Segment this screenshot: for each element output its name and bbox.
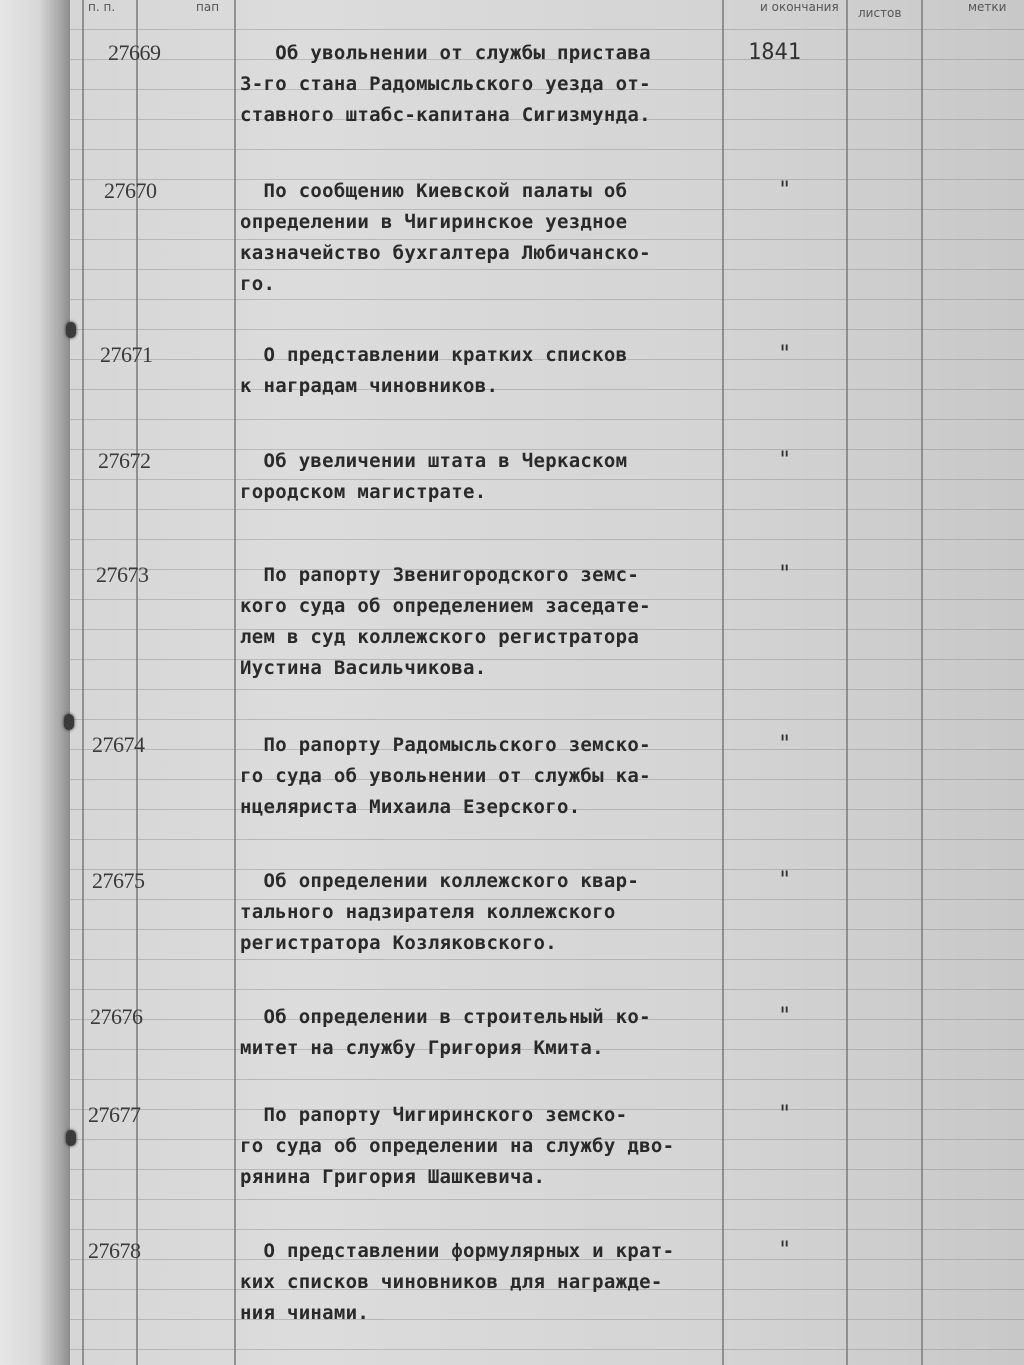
entry-description [240, 176, 740, 300]
column-rule-sheets [846, 0, 848, 1365]
entry-description-line: лем в суд коллежского регистратора [240, 626, 640, 648]
column-rule-description [234, 0, 236, 1365]
entry-date: " [778, 1238, 792, 1263]
entry-date: " [778, 448, 792, 473]
entry-date: " [778, 178, 792, 203]
entry-description-line: ставного штабс-капитана Сигизмунда. [240, 104, 651, 126]
punch-hole [66, 1130, 76, 1146]
entry-description [240, 38, 740, 131]
entry-description-line: ких списков чиновников для награжде- [240, 1271, 663, 1293]
entry-number: 27674 [92, 732, 145, 757]
entry-description-line: митет на службу Григория Кмита. [240, 1037, 604, 1059]
entry-description-line: го суда об увольнении от службы ка- [240, 765, 651, 787]
entry-description [240, 446, 740, 508]
entry-description-line: ния чинами. [240, 1302, 370, 1324]
book-spine [0, 0, 70, 1365]
column-rule-notes [921, 0, 923, 1365]
entry-description-line: тального надзирателя коллежского [240, 901, 616, 923]
entry-description-line: нцеляриста Михаила Езерского. [240, 796, 581, 818]
entry-number: 27676 [90, 1004, 143, 1029]
entry-description-line: кого суда об определением заседате- [240, 595, 651, 617]
entry-date: " [778, 1102, 792, 1127]
punch-hole [64, 714, 74, 730]
entry-description-line: По рапорту Радомысльского земско- [240, 734, 651, 756]
punch-hole [66, 322, 76, 338]
entry-date: " [778, 342, 792, 367]
column-rule-number [136, 0, 138, 1365]
header-col-archive: пап [196, 0, 220, 14]
header-col-sheets: листов [858, 6, 902, 20]
entry-number: 27672 [98, 448, 151, 473]
header-col-num: п. п. [88, 0, 116, 14]
entry-description-line: казначейство бухгалтера Любичанско- [240, 242, 651, 264]
entry-description-line: По рапорту Звенигородского земс- [240, 564, 640, 586]
entry-description-line: О представлении кратких списков [240, 344, 628, 366]
header-col-notes: метки [968, 0, 1007, 14]
entry-date: " [778, 1004, 792, 1029]
entry-description [240, 730, 740, 823]
entry-number: 27673 [96, 562, 149, 587]
entry-description [240, 340, 740, 402]
entry-description-line: к наградам чиновников. [240, 375, 499, 397]
entry-description [240, 1236, 740, 1329]
entry-date: 1841 [748, 40, 801, 65]
entry-number: 27671 [100, 342, 153, 367]
entry-description-line: регистратора Козляковского. [240, 932, 557, 954]
entry-description-line: По рапорту Чигиринского земско- [240, 1104, 628, 1126]
header-col-dates: и окончания [760, 0, 839, 14]
entry-description [240, 866, 740, 959]
entry-description-line: Об увольнении от службы пристава [240, 42, 651, 64]
entry-number: 27675 [92, 868, 145, 893]
entry-description-line: городском магистрате. [240, 481, 487, 503]
entry-description-line: 3-го стана Радомысльского уезда от- [240, 73, 651, 95]
entry-date: " [778, 562, 792, 587]
entry-number: 27677 [88, 1102, 141, 1127]
entry-description-line: О представлении формулярных и крат- [240, 1240, 675, 1262]
entry-description-line: Об определении коллежского квар- [240, 870, 640, 892]
entry-number: 27670 [104, 178, 157, 203]
entry-description-line: го. [240, 273, 276, 295]
entry-description [240, 1002, 740, 1064]
entry-description [240, 1100, 740, 1193]
entry-description-line: По сообщению Киевской палаты об [240, 180, 628, 202]
entry-number: 27678 [88, 1238, 141, 1263]
entry-number: 27669 [108, 40, 161, 65]
entry-date: " [778, 732, 792, 757]
entry-description-line: Об определении в строительный ко- [240, 1006, 651, 1028]
entry-description-line: определении в Чигиринское уездное [240, 211, 628, 233]
entry-description-line: рянина Григория Шашкевича. [240, 1166, 546, 1188]
margin-rule-left [82, 0, 84, 1365]
entry-description [240, 560, 740, 684]
entry-date: " [778, 868, 792, 893]
entry-description-line: го суда об определении на службу дво- [240, 1135, 675, 1157]
entry-description-line: Иустина Васильчикова. [240, 657, 487, 679]
entry-description-line: Об увеличении штата в Черкаском [240, 450, 628, 472]
